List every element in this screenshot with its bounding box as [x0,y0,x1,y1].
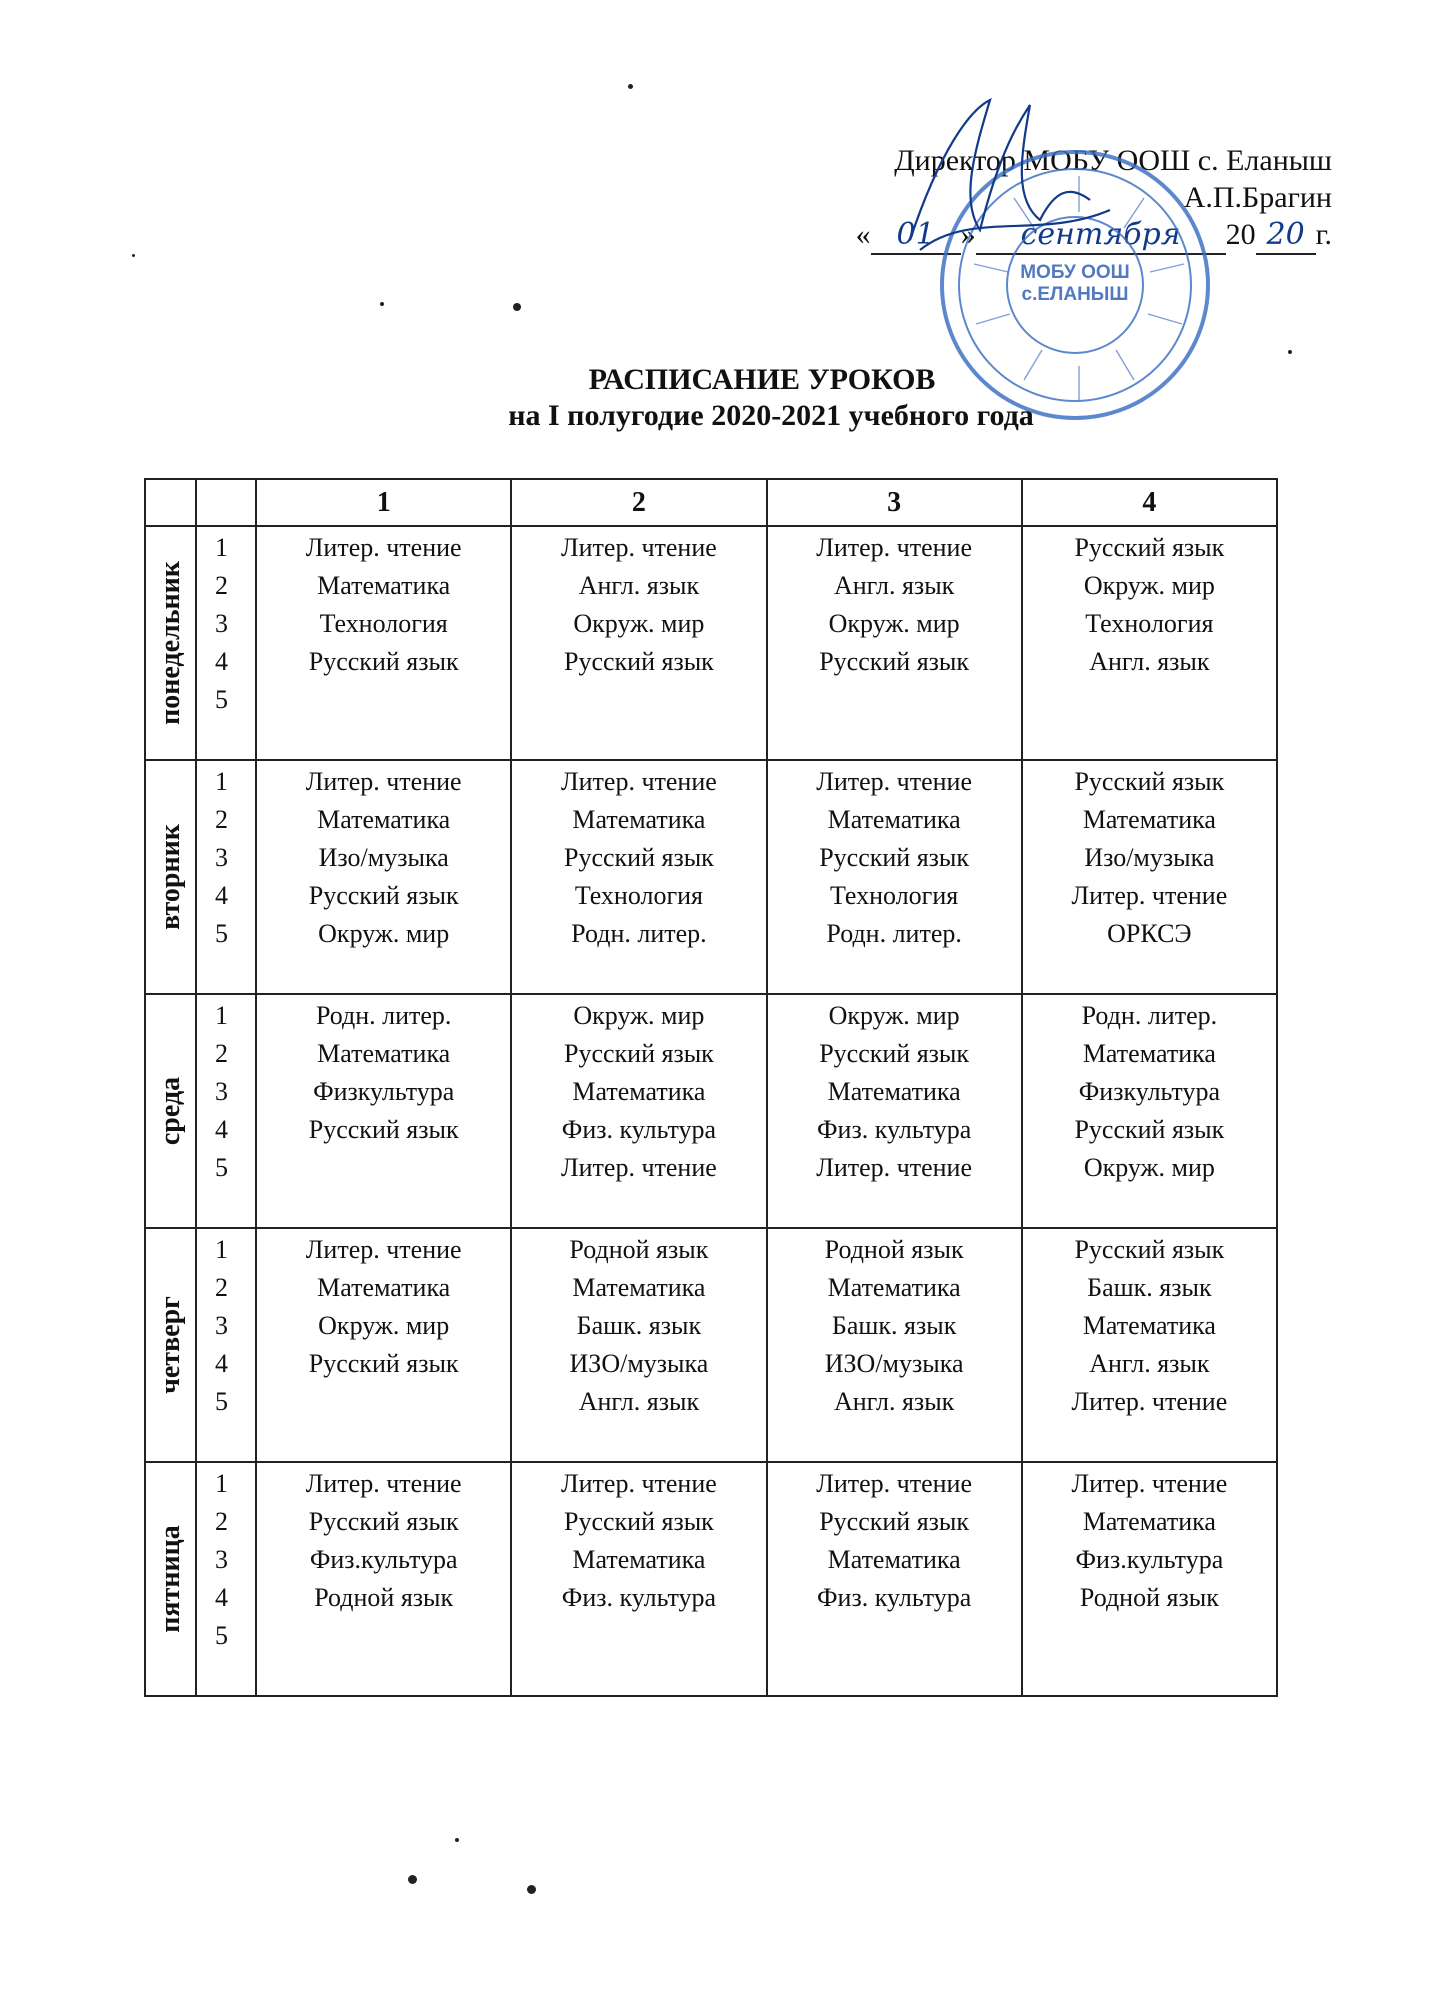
class-lessons-cell [256,526,511,760]
lesson-number: 3 [215,1545,229,1574]
lesson-subject: Физ.культура [1075,1545,1224,1574]
seal-text-line2: с.ЕЛАНЫШ [1021,284,1129,305]
class-header: 1 [256,479,511,526]
lesson-number: 2 [215,1273,229,1302]
lesson-subject: Физкультура [313,1077,455,1106]
lesson-number: 4 [215,647,229,676]
lesson-subject: Литер. чтение [816,1469,973,1498]
lesson-number: 1 [215,1001,229,1030]
signature [880,90,1140,290]
lesson-subject: Русский язык [308,881,459,910]
title-line-2: на I полугодие 2020-2021 учебного года [508,399,1034,432]
lesson-number: 3 [215,843,229,872]
day-row [145,1462,1277,1696]
lesson-number: 4 [215,1349,229,1378]
lesson-numbers [196,1228,256,1462]
lesson-subject: Технология [830,881,959,910]
lesson-subject: Математика [572,1273,706,1302]
lesson-subject: Литер. чтение [561,767,717,796]
class-lessons-cell [511,1462,766,1696]
lesson-number: 1 [215,767,229,796]
lesson-numbers [196,760,256,994]
class-lessons-cell [767,760,1022,994]
class-lessons-cell [511,1228,766,1462]
lesson-number: 4 [215,1115,229,1144]
day-cell [145,760,196,994]
lesson-subject: Литер. чтение [561,1153,717,1182]
lesson-subject: Русский язык [308,1115,459,1144]
lesson-subject: Математика [1082,1311,1216,1340]
lesson-subject: Родной язык [824,1235,964,1264]
date-year-hand: 20 [1256,216,1316,255]
lesson-subject: ИЗО/музыка [569,1349,709,1378]
lesson-subject: Физ. культура [561,1115,717,1144]
seal-text-line1: МОБУ ООШ [1020,262,1130,283]
lesson-subject: Русский язык [1074,1235,1225,1264]
day-cell [145,1462,196,1696]
lesson-subject: Русский язык [819,1039,970,1068]
lesson-subject: Математика [317,1273,451,1302]
director-name: А.П.Брагин [1183,181,1332,214]
lesson-subject: Литер. чтение [816,533,973,562]
lesson-subject: Литер. чтение [305,533,462,562]
lesson-subject: Литер. чтение [816,1153,973,1182]
lesson-subject: Математика [827,1077,961,1106]
class-lessons-cell [1022,994,1277,1228]
director-title: Директор МОБУ ООШ с. Еланыш [894,144,1332,177]
lesson-numbers [196,1462,256,1696]
date-month: сентября [976,216,1226,255]
lesson-subject: Родной язык [314,1583,454,1612]
class-header: 2 [511,479,766,526]
class-lessons-cell [767,1228,1022,1462]
day-cell [145,1228,196,1462]
lesson-number: 5 [215,1153,229,1182]
lesson-subject: Русский язык [1074,533,1225,562]
class-lessons-cell [1022,760,1277,994]
lesson-subject: Литер. чтение [561,1469,717,1498]
lesson-subject: Англ. язык [1089,1349,1210,1378]
class-header: 3 [767,479,1022,526]
lesson-subject: Математика [317,1039,451,1068]
lesson-subject: Родн. литер. [1081,1001,1218,1030]
lesson-subject: Русский язык [1074,767,1225,796]
lesson-subject: Англ. язык [578,1387,700,1416]
lesson-subject: Родной язык [1079,1583,1219,1612]
header-corner-day [145,479,196,526]
day-name: понедельник [154,561,186,725]
lesson-subject: Русский язык [563,1039,714,1068]
class-lessons-cell [767,526,1022,760]
lesson-number: 2 [215,1507,229,1536]
lesson-subject: Математика [827,1273,961,1302]
day-name: четверг [154,1296,186,1394]
class-lessons-cell [1022,1228,1277,1462]
lesson-subject: Литер. чтение [561,533,717,562]
lesson-subject: Математика [572,1545,706,1574]
class-lessons-cell [256,760,511,994]
lesson-subject: Физ. культура [561,1583,717,1612]
lesson-subject: Башк. язык [831,1311,957,1340]
header-row [145,479,1277,526]
lesson-subject: Родн. литер. [826,919,962,948]
document-title [0,362,1454,434]
header-corner-num [196,479,256,526]
lesson-subject: Окруж. мир [573,1001,705,1030]
day-name: среда [154,1076,186,1146]
lesson-subject: Изо/музыка [318,843,449,872]
lesson-subject: Математика [1082,1507,1216,1536]
lesson-number: 2 [215,805,229,834]
lesson-subject: Русский язык [819,843,970,872]
lesson-number: 3 [215,609,229,638]
date-day: 01 [871,216,961,255]
class-lessons-cell [1022,1462,1277,1696]
lesson-subject: Математика [317,805,451,834]
lesson-subject: Русский язык [308,647,459,676]
lesson-subject: Русский язык [563,843,714,872]
class-lessons-cell [767,994,1022,1228]
lesson-subject: Окруж. мир [318,919,450,948]
lesson-number: 4 [215,1583,229,1612]
lesson-number: 5 [215,685,229,714]
lesson-number: 2 [215,571,229,600]
lesson-subject: Литер. чтение [1071,1469,1228,1498]
lesson-subject: Технология [1085,609,1214,638]
lesson-subject: Окруж. мир [318,1311,450,1340]
lesson-subject: Англ. язык [833,1387,955,1416]
lesson-subject: Башк. язык [576,1311,702,1340]
lesson-numbers [196,526,256,760]
class-lessons-cell [767,1462,1022,1696]
lesson-subject: Литер. чтение [816,767,973,796]
lesson-subject: Технология [319,609,448,638]
lesson-number: 5 [215,919,229,948]
lesson-number: 5 [215,1621,229,1650]
day-row [145,526,1277,760]
lesson-subject: Математика [572,1077,706,1106]
lesson-subject: Родн. литер. [571,919,707,948]
lesson-numbers [196,994,256,1228]
date-open-quote: « [855,218,871,251]
day-row [145,1228,1277,1462]
lesson-number: 1 [215,533,229,562]
lesson-subject: Родной язык [569,1235,709,1264]
lesson-subject: Физ. культура [817,1115,972,1144]
date-year-suffix: г. [1315,218,1332,251]
schedule-table [144,478,1278,1697]
title-line-1: РАСПИСАНИЕ УРОКОВ [588,363,936,396]
lesson-subject: Окруж. мир [1083,571,1215,600]
lesson-number: 2 [215,1039,229,1068]
lesson-number: 4 [215,881,229,910]
lesson-subject: Окруж. мир [828,609,960,638]
lesson-subject: Изо/музыка [1084,843,1215,872]
date-close-quote: » [960,218,976,251]
lesson-subject: Окруж. мир [1083,1153,1215,1182]
lesson-subject: Русский язык [819,1507,970,1536]
lesson-subject: Русский язык [1074,1115,1225,1144]
lesson-subject: Математика [1082,1039,1216,1068]
date-year-prefix: 20 [1225,218,1256,251]
class-lessons-cell [256,1228,511,1462]
lesson-subject: ОРКСЭ [1107,919,1192,948]
lesson-subject: Окруж. мир [573,609,705,638]
class-lessons-cell [511,760,766,994]
lesson-subject: Англ. язык [833,571,955,600]
lesson-subject: Литер. чтение [1071,881,1228,910]
lesson-subject: Русский язык [308,1507,459,1536]
lesson-number: 3 [215,1077,229,1106]
lesson-number: 1 [215,1469,229,1498]
lesson-subject: Технология [574,881,703,910]
day-name: пятница [154,1525,186,1633]
day-cell [145,526,196,760]
lesson-subject: Русский язык [819,647,970,676]
day-row [145,994,1277,1228]
lesson-subject: Физ. культура [817,1583,972,1612]
lesson-subject: Литер. чтение [305,767,462,796]
lesson-subject: Русский язык [308,1349,459,1378]
lesson-subject: Литер. чтение [305,1235,462,1264]
class-lessons-cell [256,994,511,1228]
lesson-number: 1 [215,1235,229,1264]
class-lessons-cell [511,994,766,1228]
lesson-subject: Литер. чтение [1071,1387,1228,1416]
lesson-subject: ИЗО/музыка [824,1349,964,1378]
lesson-subject: Физ.культура [309,1545,458,1574]
lesson-subject: Русский язык [563,1507,714,1536]
day-name: вторник [154,824,186,930]
lesson-subject: Англ. язык [578,571,700,600]
lesson-subject: Физкультура [1078,1077,1220,1106]
day-row [145,760,1277,994]
lesson-number: 5 [215,1387,229,1416]
lesson-subject: Математика [572,805,706,834]
lesson-number: 3 [215,1311,229,1340]
lesson-subject: Математика [827,1545,961,1574]
lesson-subject: Математика [1082,805,1216,834]
class-lessons-cell [511,526,766,760]
lesson-subject: Родн. литер. [315,1001,452,1030]
lesson-subject: Русский язык [563,647,714,676]
lesson-subject: Литер. чтение [305,1469,462,1498]
class-lessons-cell [256,1462,511,1696]
class-lessons-cell [1022,526,1277,760]
lesson-subject: Башк. язык [1087,1273,1212,1302]
day-cell [145,994,196,1228]
lesson-subject: Окруж. мир [828,1001,960,1030]
class-header: 4 [1022,479,1277,526]
lesson-subject: Англ. язык [1089,647,1210,676]
lesson-subject: Математика [317,571,451,600]
lesson-subject: Математика [827,805,961,834]
